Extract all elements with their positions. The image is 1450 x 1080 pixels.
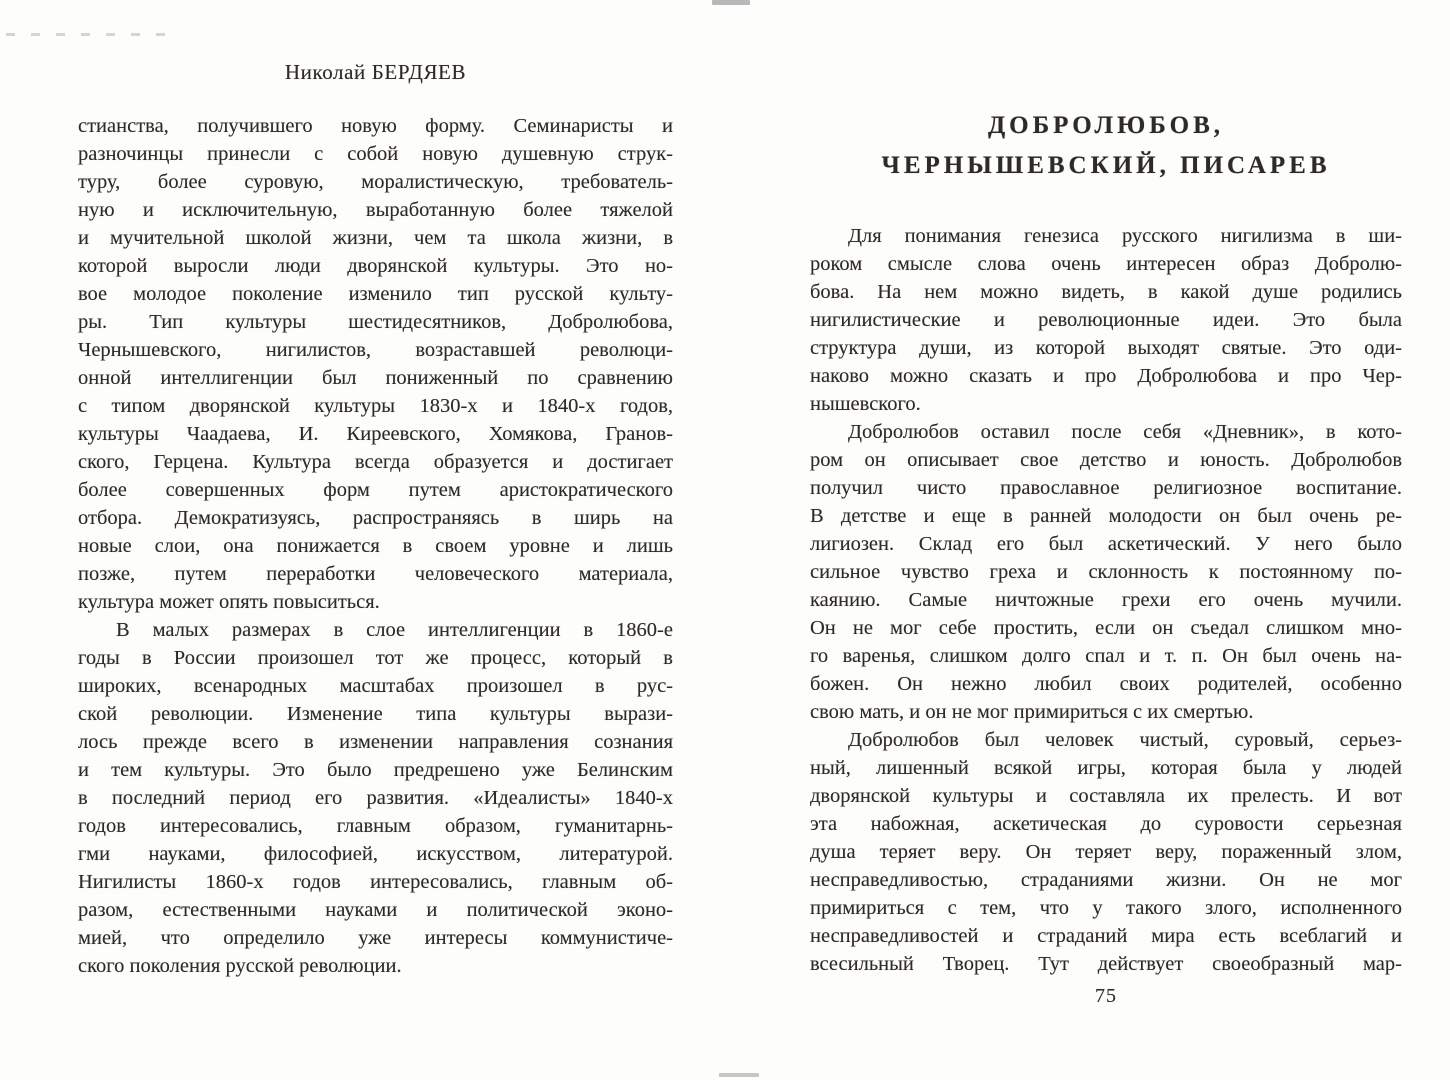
text-line: эта набожная, аскетическая до суровости серьезная [810,813,1402,835]
text-line: мией, что определило уже интересы коммунистиче- [78,927,673,949]
text-line: божен. Он нежно любил своих родителей, особенно [810,673,1402,695]
text-line: несправедливостью, страданиями жизни. Он не мог [810,869,1402,891]
text-line: ный, лишенный всякой игры, которая была у людей [810,757,1402,779]
text-line: В малых размерах в слое интеллигенции в 1860-е [116,619,673,641]
text-line: онной интеллигенции был пониженный по сравнению [78,367,673,389]
text-line: Он не мог себе простить, если он съедал слишком мно- [810,617,1402,639]
paragraph [810,418,1402,726]
left-page-body [78,112,673,980]
text-line: позже, путем переработки человеческого материала, [78,563,673,585]
text-line: структура души, из которой выходят святые. Это оди- [810,337,1402,359]
text-line: всесильный Творец. Тут действует своеобразный мар- [810,953,1402,975]
text-line: ской революции. Изменение типа культуры вырази- [78,703,673,725]
text-line: более совершенных форм путем аристократического [78,479,673,501]
page-number: 75 [1095,985,1117,1007]
text-line: го варенья, слишком долго спал и т. п. Он был очень на- [810,645,1402,667]
scan-artifact-bottom-center [719,1073,759,1077]
text-line: разночинцы принесли с собой новую душевную струк- [78,143,673,165]
paragraph [810,222,1402,418]
text-line: бова. На нем можно видеть, в какой душе родились [810,281,1402,303]
text-line: стианства, получившего новую форму. Семинаристы и [78,115,673,137]
text-line: ром он описывает свое детство и юность. Добролюбов [810,449,1402,471]
text-line: свою мать, и он не мог примириться с их смертью. [810,701,1254,723]
paragraph [810,726,1402,978]
text-line: Для понимания генезиса русского нигилизма в ши- [848,225,1402,247]
text-line: лигиозен. Склад его был аскетический. У него было [810,533,1402,555]
text-line: гми науками, философией, искусством, литературой. [78,843,673,865]
chapter-title [810,106,1402,186]
text-line: В детстве и еще в ранней молодости он был очень ре- [810,505,1402,527]
text-line: примириться с тем, что у такого злого, исполненного [810,897,1402,919]
scan-artifact-top-center [712,0,750,5]
chapter-title-line-1: ДОБРОЛЮБОВ, [987,112,1224,139]
text-line: наково можно сказать и про Добролюбова и про Чер- [810,365,1402,387]
text-line: и тем культуры. Это было предрешено уже Белинским [78,759,673,781]
paragraph [78,616,673,980]
text-line: каянию. Самые ничтожные грехи его очень мучили. [810,589,1402,611]
text-line: отбора. Демократизуясь, распространяясь в ширь на [78,507,673,529]
text-line: Добролюбов оставил после себя «Дневник», в кото- [848,421,1402,443]
text-line: широких, всенародных масштабах произошел в рус- [78,675,673,697]
text-line: которой выросли люди дворянской культуры. Это но- [78,255,673,277]
text-line: лось прежде всего в изменении направления сознания [78,731,673,753]
text-line: роком смысле слова очень интересен образ Добролю- [810,253,1402,275]
scan-artifact-top-left [6,33,178,36]
text-line: туру, более суровую, моралистическую, требователь- [78,171,673,193]
text-line: сильное чувство греха и склонность к постоянному по- [810,561,1402,583]
right-page-body [810,222,1402,978]
text-line: нышевского. [810,393,921,415]
text-line: ры. Тип культуры шестидесятников, Добролюбова, [78,311,673,333]
chapter-title-line-2: ЧЕРНЫШЕВСКИЙ, ПИСАРЕВ [881,152,1331,179]
text-line: ского поколения русской революции. [78,955,402,977]
text-line: ского, Герцена. Культура всегда образуется и достигает [78,451,673,473]
paragraph [78,112,673,616]
text-line: разом, естественными науками и политической эконо- [78,899,673,921]
text-line: душа теряет веру. Он теряет веру, пораженный злом, [810,841,1402,863]
text-line: годов интересовались, главным образом, гуманитарнь- [78,815,673,837]
text-line: культуры Чаадаева, И. Киреевского, Хомякова, Гранов- [78,423,673,445]
text-line: дворянской культуры и составляла их прелесть. И вот [810,785,1402,807]
text-line: Чернышевского, нигилистов, возраставшей революци- [78,339,673,361]
text-line: получил чисто православное религиозное воспитание. [810,477,1402,499]
text-line: культура может опять повыситься. [78,591,380,613]
text-line: Добролюбов был человек чистый, суровый, серьез- [848,729,1402,751]
text-line: вое молодое поколение изменило тип русской культу- [78,283,673,305]
text-line: ную и исключительную, выработанную более тяжелой [78,199,673,221]
text-line: годы в России произошел тот же процесс, который в [78,647,673,669]
text-line: нигилистические и революционные идеи. Это была [810,309,1402,331]
text-line: новые слои, она понижается в своем уровне и лишь [78,535,673,557]
running-header: Николай БЕРДЯЕВ [284,60,467,84]
text-line: несправедливостей и страданий мира есть всеблагий и [810,925,1402,947]
text-line: с типом дворянской культуры 1830-х и 1840-х годов, [78,395,673,417]
text-line: и мучительной школой жизни, чем та школа жизни, в [78,227,673,249]
text-line: в последний период его развития. «Идеалисты» 1840-х [78,787,673,809]
text-line: Нигилисты 1860-х годов интересовались, главным об- [78,871,673,893]
